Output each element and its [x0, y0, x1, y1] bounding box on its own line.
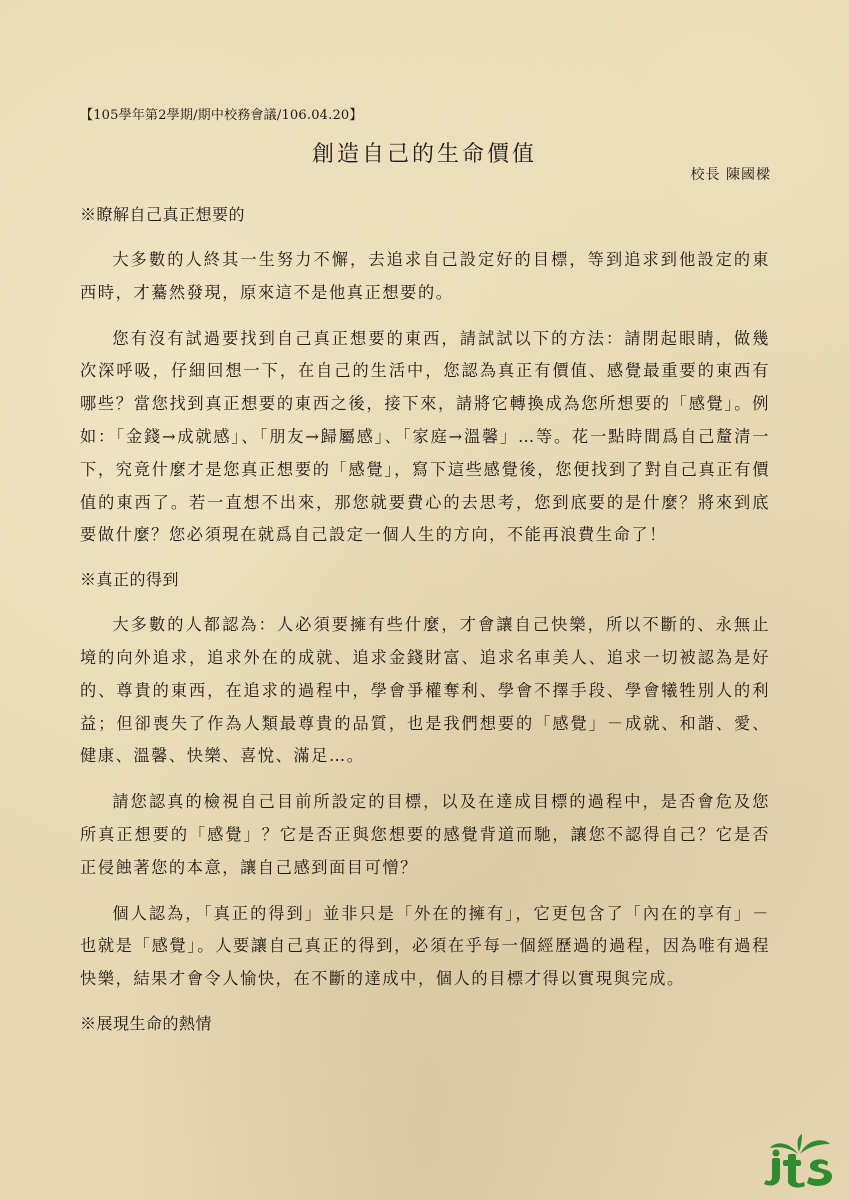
document-author: 校長 陳國樑: [690, 167, 771, 183]
paragraph: 您有沒有試過要找到自己真正想要的東西，請試試以下的方法：請閉起眼睛，做幾次深呼吸，仔細回想一下，在自己的生活中，您認為真正有價值、感覺最重要的東西有哪些？當您找到真正想要的東西之後，接下來，請將它轉換成為您所想要的「感覺」。例如：「金錢→成就感」、「朋友→歸屬感」、「家庭→溫馨」…等。花一點時間爲自己釐清一下，究竟什麼才是您真正想要的「感覺」，寫下這些感覺後，您便找到了對自己真正有價值的東西了。若一直想不出來，那您就要費心的去思考，您到底要的是什麼？將來到底要做什麼？您必須現在就爲自己設定一個人生的方向，不能再浪費生命了！: [80, 328, 770, 545]
section-heading: ※展現生命的熱情: [80, 1013, 213, 1033]
paragraph: 大多數的人都認為：人必須要擁有些什麼，才會讓自己快樂，所以不斷的、永無止境的向外追求，追求外在的成就、追求金錢財富、追求名車美人、追求一切被認為是好的、尊貴的東西，在追求的過程中，學會爭權奪利、學會不擇手段、學會犧牲別人的利益；但卻喪失了作為人類最尊貴的品質，也是我們想要的「感覺」－成就、和諧、愛、健康、溫馨、快樂、喜悅、滿足…。: [80, 615, 770, 766]
section-understand-self: [80, 200, 770, 552]
meeting-meta-line: 【105學年第2學期/期中校務會議/106.04.20】: [80, 108, 363, 123]
section-true-gain: [80, 565, 770, 996]
section-show-passion: [80, 1009, 770, 1039]
section-heading: ※瞭解自己真正想要的: [80, 205, 246, 224]
document-title: 創造自己的生命價值: [311, 142, 537, 167]
paragraph: 個人認為，「真正的得到」並非只是「外在的擁有」，它更包含了「內在的享有」－也就是「感覺」。人要讓自己真正的得到，必須在乎每一個經歷過的過程，因為唯有過程快樂，結果才會令人愉快，在不斷的達成中，個人的目標才得以實現與完成。: [80, 903, 770, 989]
document-body: [80, 200, 770, 1053]
section-heading: ※真正的得到: [80, 570, 180, 590]
paragraph: 請您認真的檢視自己目前所設定的目標，以及在達成目標的過程中，是否會危及您所真正想要的「感覺」？它是否正與您想要的感覺背道而馳，讓您不認得自己？它是否正侵蝕著您的本意，讓自己感到面目可憎？: [80, 792, 770, 877]
jts-sprout-logo-icon: [762, 1132, 836, 1188]
paragraph: 大多數的人終其一生努力不懈，去追求自己設定好的目標，等到追求到他設定的東西時，才驀然發現，原來這不是他真正想要的。: [80, 250, 770, 302]
